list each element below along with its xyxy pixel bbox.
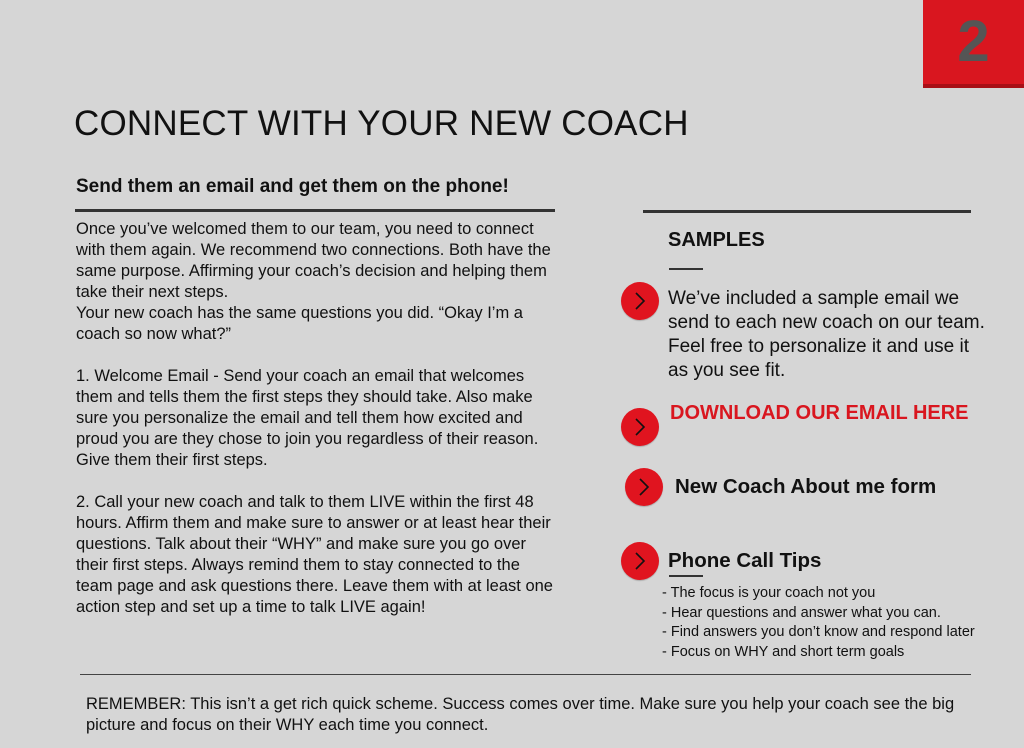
chevron-right-icon	[633, 551, 647, 571]
left-divider	[75, 209, 555, 212]
page-number-badge	[923, 0, 1024, 88]
download-email-link[interactable]: DOWNLOAD OUR EMAIL HERE	[670, 402, 969, 424]
body-text	[76, 219, 561, 618]
phone-tips-list	[662, 584, 1024, 662]
chevron-right-icon	[633, 291, 647, 311]
paragraph-gap	[76, 345, 561, 366]
samples-underline	[669, 268, 703, 270]
about-form-arrow-button[interactable]	[625, 468, 663, 506]
phone-call-point: 2. Call your new coach and talk to them LIVE within the first 48 hours. Affirm them and make sure to answer or at least hear their questions. Talk about their “WHY” and make sure you go over their first steps. Always remind them to stay connected to the team page and ask questions there. Leave them with at least one action step and set up a time to talk LIVE again!	[76, 493, 553, 616]
intro-paragraph: Once you’ve welcomed them to our team, you need to connect with them again. We recommend two connections. Both have the same purpose. Affirming your coach’s decision and helping them take their next steps.	[76, 220, 551, 301]
phone-tips-underline	[669, 575, 703, 577]
phone-tips-heading[interactable]: Phone Call Tips	[668, 549, 822, 572]
download-arrow-button[interactable]	[621, 408, 659, 446]
section-subtitle: Send them an email and get them on the phone!	[76, 176, 509, 197]
bottom-divider	[80, 674, 971, 675]
intro-question: Your new coach has the same questions you did. “Okay I’m a coach so now what?”	[76, 304, 523, 343]
right-divider	[643, 210, 971, 213]
welcome-email-point: 1. Welcome Email - Send your coach an email that welcomes them and tells them the first steps they should take. Also make sure you personalize the email and tell them how excited and proud you are they chose to join you regardless of their reason. Give them their first steps.	[76, 367, 539, 469]
tip-item: - Find answers you don’t know and respond later	[662, 624, 975, 640]
chevron-right-icon	[637, 477, 651, 497]
page-title: CONNECT WITH YOUR NEW COACH	[74, 104, 689, 143]
paragraph-gap	[76, 471, 561, 492]
remember-note: REMEMBER: This isn’t a get rich quick scheme. Success comes over time. Make sure you help your coach see the big picture and focus on their WHY each time you connect.	[86, 695, 955, 734]
tip-item: - The focus is your coach not you	[662, 585, 876, 601]
samples-arrow-button[interactable]	[621, 282, 659, 320]
about-me-form-link[interactable]: New Coach About me form	[675, 475, 937, 498]
chevron-right-icon	[633, 417, 647, 437]
page-number: 2	[957, 9, 990, 74]
samples-description: We’ve included a sample email we send to each new coach on our team. Feel free to personalize it and use it as you see fit.	[668, 288, 985, 381]
tip-item: - Focus on WHY and short term goals	[662, 643, 905, 660]
samples-heading: SAMPLES	[668, 229, 765, 251]
tip-item: - Hear questions and answer what you can.	[662, 604, 941, 621]
phone-tips-arrow-button[interactable]	[621, 542, 659, 580]
